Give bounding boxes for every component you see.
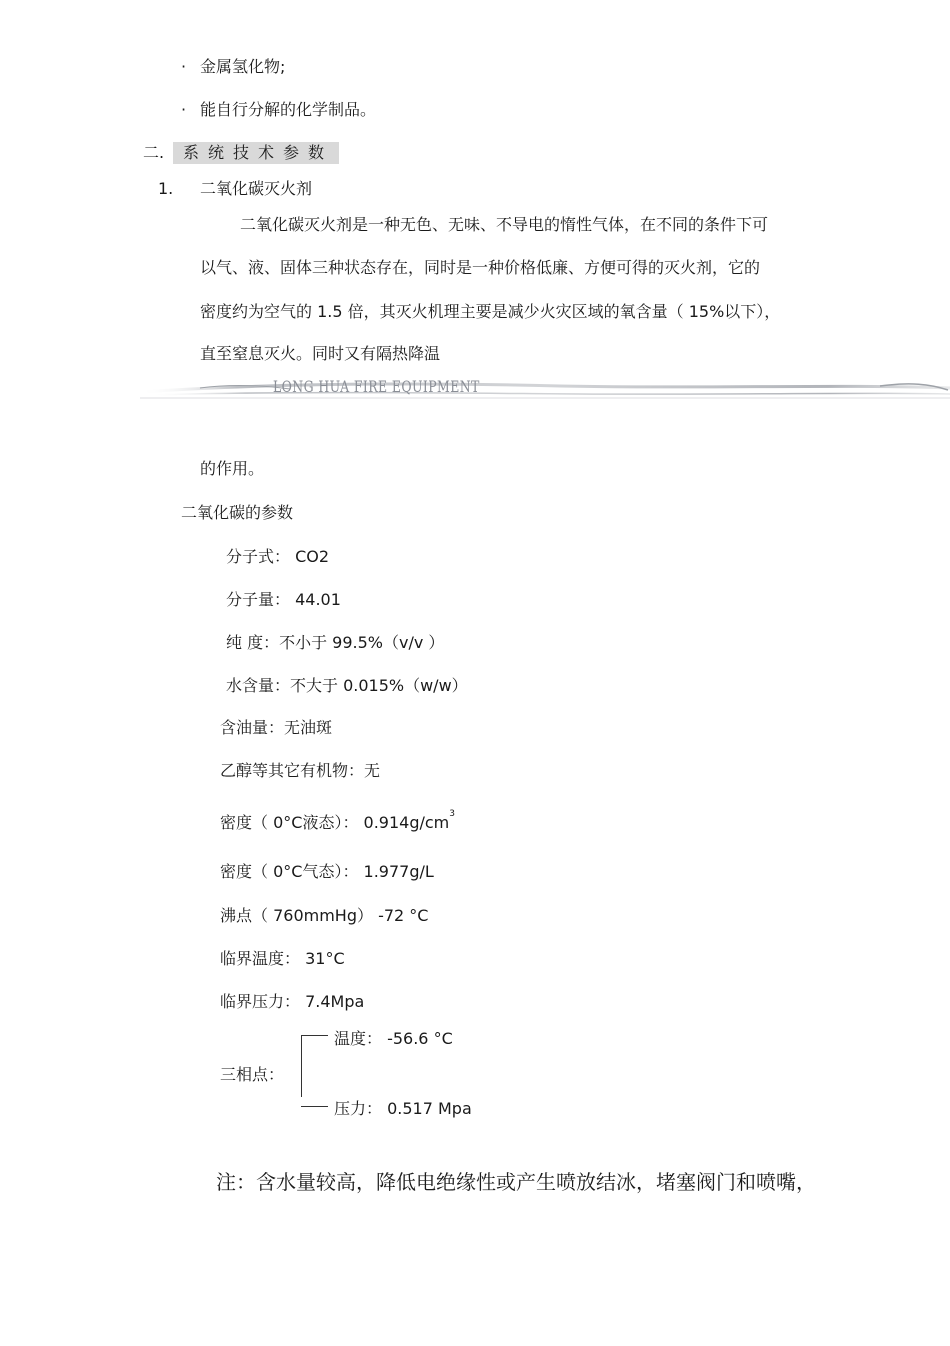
param-organics: 乙醇等其它有机物：无 — [220, 761, 381, 780]
paragraph-line: 以气、液、固体三种状态存在，同时是一种价格低廉、方便可得的灭火剂，它的 — [200, 258, 761, 277]
paragraph-continuation: 的作用。 — [200, 459, 265, 478]
param-formula: 分子式： CO2 — [226, 547, 330, 566]
param-liquid-density-text: 密度（ 0°C液态）： 0.914g/cm — [220, 813, 450, 832]
note-text: 注：含水量较高，降低电绝缘性或产生喷放结冰，堵塞阀门和喷嘴， — [216, 1170, 816, 1194]
param-critical-pressure: 临界压力： 7.4Mpa — [220, 992, 365, 1011]
paragraph-line: 二氧化碳灭火剂是一种无色、无味、不导电的惰性气体，在不同的条件下可 — [240, 215, 769, 234]
triple-point-pressure: 压力： 0.517 Mpa — [334, 1099, 472, 1118]
param-liquid-density — [220, 808, 455, 832]
param-purity: 纯 度：不小于 99.5%（v/v ） — [226, 633, 445, 652]
bullet-mark: · — [181, 57, 187, 76]
footer-banner-swoosh — [140, 374, 950, 404]
subsection-number: 1. — [158, 179, 174, 198]
triple-point-bracket-top — [301, 1035, 328, 1036]
param-oil-content: 含油量：无油斑 — [220, 718, 333, 737]
section-title: 系统技术参数 — [173, 142, 339, 164]
params-heading: 二氧化碳的参数 — [181, 503, 294, 522]
subsection-title: 二氧化碳灭火剂 — [200, 179, 313, 198]
section-number: 二. — [143, 143, 165, 162]
bullet-mark: · — [181, 100, 187, 119]
param-gas-density: 密度（ 0°C气态）： 1.977g/L — [220, 862, 434, 881]
param-molecular-weight: 分子量： 44.01 — [226, 590, 341, 609]
param-boiling-point: 沸点（ 760mmHg） -72 °C — [220, 906, 429, 925]
param-critical-temperature: 临界温度： 31°C — [220, 949, 345, 968]
triple-point-label: 三相点： — [220, 1065, 285, 1084]
density-superscript: 3 — [449, 808, 455, 819]
triple-point-bracket-bottom — [301, 1106, 328, 1107]
banner-text: LONG HUA FIRE EQUIPMENT — [273, 377, 480, 396]
paragraph-line: 密度约为空气的 1.5 倍，其灭火机理主要是减少火灾区域的氧含量（ 15%以下）， — [200, 302, 781, 321]
bullet-item: 金属氢化物; — [200, 57, 286, 76]
bullet-item: 能自行分解的化学制品。 — [200, 100, 377, 119]
param-water-content: 水含量：不大于 0.015%（w/w） — [226, 676, 468, 695]
triple-point-temperature: 温度： -56.6 °C — [334, 1029, 453, 1048]
triple-point-bracket — [301, 1035, 302, 1097]
paragraph-line: 直至窒息灭火。同时又有隔热降温 — [200, 344, 441, 363]
